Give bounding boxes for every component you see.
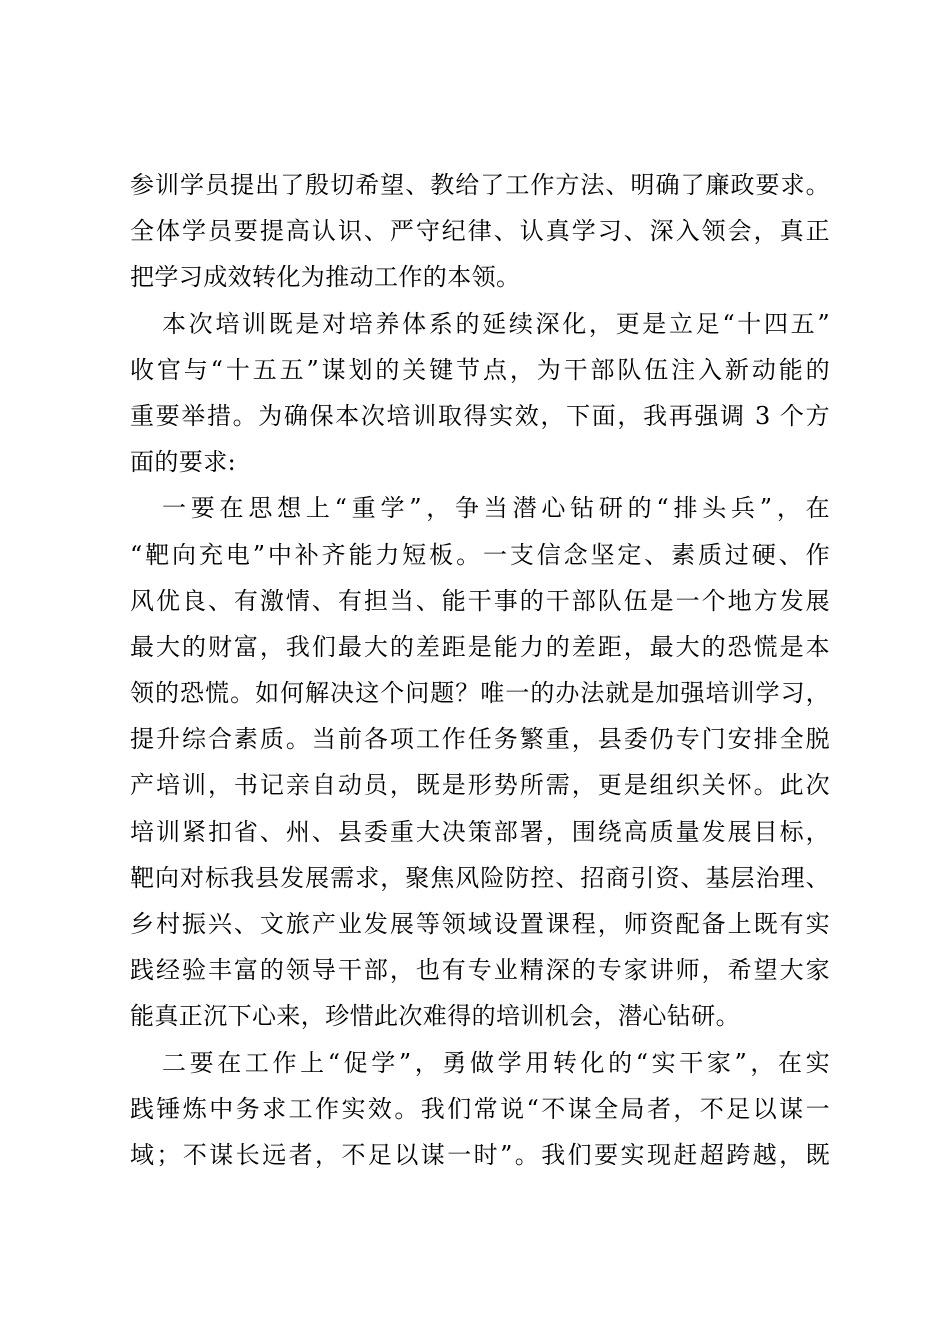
text-line: 重要举措。为确保本次培训取得实效，下面，我再强调 3 个方 — [130, 401, 830, 430]
text-line: 域；不谋长远者，不足以谋一时”。我们要实现赶超跨越，既 — [130, 1140, 830, 1169]
text-line: 本次培训既是对培养体系的延续深化，更是立足“十四五” — [162, 309, 830, 338]
text-line: “靶向充电”中补齐能力短板。一支信念坚定、素质过硬、作 — [130, 540, 830, 569]
text-line: 领的恐慌。如何解决这个问题？唯一的办法就是加强培训学习， — [130, 679, 830, 708]
text-line: 收官与“十五五”谋划的关键节点，为干部队伍注入新动能的 — [130, 355, 830, 384]
paragraph-1 — [130, 162, 830, 301]
text-line: 能真正沉下心来，珍惜此次难得的培训机会，潜心钻研。 — [130, 1002, 740, 1031]
text-line: 乡村振兴、文旅产业发展等领域设置课程，师资配备上既有实 — [130, 910, 830, 938]
text-line: 践经验丰富的领导干部，也有专业精深的专家讲师，希望大家 — [130, 956, 830, 985]
text-line: 靶向对标我县发展需求，聚焦风险防控、招商引资、基层治理、 — [130, 863, 830, 892]
text-line: 培训紧扣省、州、县委重大决策部署，围绕高质量发展目标， — [130, 817, 830, 846]
text-line: 参训学员提出了殷切希望、教给了工作方法、明确了廉政要求。 — [130, 171, 830, 199]
text-line: 产培训，书记亲自动员，既是形势所需，更是组织关怀。此次 — [130, 771, 830, 800]
text-line: 全体学员要提高认识、严守纪律、认真学习、深入领会，真正 — [130, 217, 830, 246]
paragraph-2 — [130, 301, 830, 486]
text-line: 二要在工作上“促学”，勇做学用转化的“实干家”，在实 — [162, 1048, 830, 1077]
text-line: 把学习成效转化为推动工作的本领。 — [130, 263, 521, 292]
text-line: 一要在思想上“重学”，争当潜心钻研的“排头兵”，在 — [162, 494, 830, 523]
text-line: 最大的财富，我们最大的差距是能力的差距，最大的恐慌是本 — [130, 632, 830, 661]
text-line: 面的要求: — [130, 448, 237, 477]
text-line: 提升综合素质。当前各项工作任务繁重，县委仍专门安排全脱 — [130, 725, 830, 754]
paragraph-4 — [130, 1040, 830, 1179]
text-line: 风优良、有激情、有担当、能干事的干部队伍是一个地方发展 — [130, 586, 830, 615]
paragraph-3 — [130, 485, 830, 1039]
document-body — [130, 162, 830, 1178]
text-line: 践锤炼中务求工作实效。我们常说“不谋全局者，不足以谋一 — [130, 1094, 830, 1123]
